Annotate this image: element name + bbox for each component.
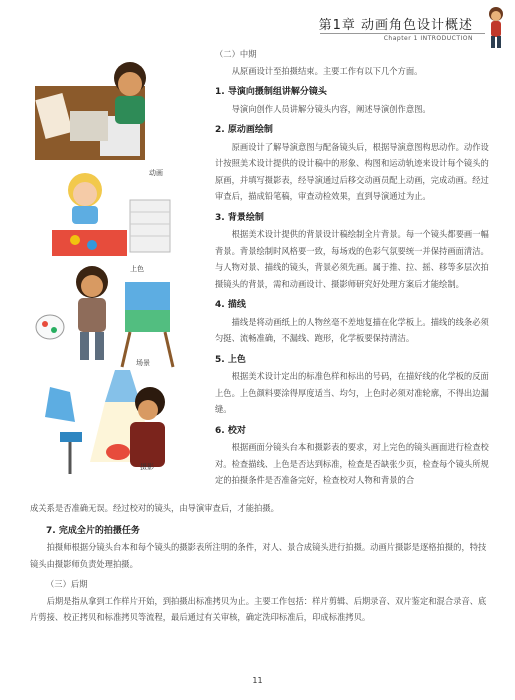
item-text-5: 根据美术设计定出的标准色样和标出的号码，在描好线的化学板的反面上色。上色颜料要涂得厚度适当、均匀，上色时必须对准轮廓，不得出边漏缝。 (215, 371, 489, 414)
item-heading-5: 5. 上色 (215, 354, 246, 365)
caption-coloring: 上色 (130, 265, 144, 273)
section-title-middle: （二）中期 (215, 49, 257, 59)
mascot-illustration (483, 4, 509, 50)
header-rule (320, 33, 485, 34)
section-intro: 从原画设计至拍摄结束。主要工作有以下几个方面。 (231, 65, 423, 76)
item-text-2: 原画设计了解导演意图与配备镜头后，根据导演意图构思动作。动作设计按照美术设计提供的设计稿中的形象、构图和运动轨迹来设计每个镜头的原画，并填写摄影表，经导演通过后移交动画员配上动画，完成动画。经过审查后，描成铅笔稿，审查动检效果，直到导演通过为止。 (215, 141, 489, 201)
section-title-late: （三）后期 (46, 579, 88, 589)
item-text-4: 描线是将动画纸上的人物丝毫不差地复描在化学板上。描线的线条必须匀挺、流畅准确，不漏线、跑形，化学板要保持清洁。 (215, 316, 489, 343)
item-heading-2: 2. 原动画绘制 (215, 125, 273, 135)
full-width-section (30, 500, 490, 626)
scene-illustration (30, 262, 180, 370)
chapter-title: 第1章 动画角色设计概述 (318, 18, 473, 33)
late-stage-text: 后期是指从拿到工作样片开始，到拍摄出标准拷贝为止。主要工作包括：样片剪辑、后期录音、双片鉴定和混合录音、底片剪接、校正拷贝和标准拷贝等流程，最后通过有关审核，确定洗印标准后，印成标准拷贝。 (30, 595, 487, 622)
caption-photography: 摄影 (140, 463, 154, 471)
item-heading-6: 6. 校对 (215, 425, 246, 436)
animation-illustration (30, 56, 180, 162)
middle-stage-section (215, 46, 490, 489)
coloring-illustration (30, 168, 180, 260)
item-text-6-continued: 成关系是否准确无误。经过校对的镜头，由导演审查后，才能拍摄。 (30, 503, 279, 513)
item-text-1: 导演向创作人员讲解分镜头内容，阐述导演创作意图。 (231, 103, 431, 114)
photography-illustration (30, 362, 180, 480)
page-number: 11 (252, 676, 263, 685)
item-heading-4: 4. 描线 (215, 300, 246, 310)
chapter-title-en: Chapter 1 INTRODUCTION (383, 35, 473, 42)
item-text-3: 根据美术设计提供的背景设计稿绘制全片背景。每一个镜头都要画一幅背景。背景绘制时风格要一致，每场戏的色彩气氛要统一并保持画面清洁。与人物对景、描线的镜头，背景必须先画。属于推、拉、摇、移等多层次拍摄镜头的背景，需和动画设计、摄影师研究好处理方案后才能绘制。 (215, 229, 489, 289)
item-text-6: 根据画面分镜头台本和摄影表的要求，对上完色的镜头画面进行检查校对。检查描线、上色是否达到标准，检查是否缺张少页，检查每个镜头所规定的拍摄条件是否准备完好，检查校对人物和背景的合 (215, 442, 489, 485)
item-heading-7: 7. 完成全片的拍摄任务 (46, 525, 140, 536)
item-heading-3: 3. 背景绘制 (215, 212, 264, 223)
item-heading-1: 1. 导演向摄制组讲解分镜头 (215, 87, 327, 97)
item-text-7: 拍摄师根据分镜头台本和每个镜头的摄影表所注明的条件，对人、景合成镜头进行拍摄。动画片摄影是逐格拍摄的，特技镜头由摄影师负责处理拍摄。 (30, 542, 487, 569)
caption-animation: 动画 (149, 169, 163, 177)
caption-scene: 场景 (136, 359, 150, 367)
